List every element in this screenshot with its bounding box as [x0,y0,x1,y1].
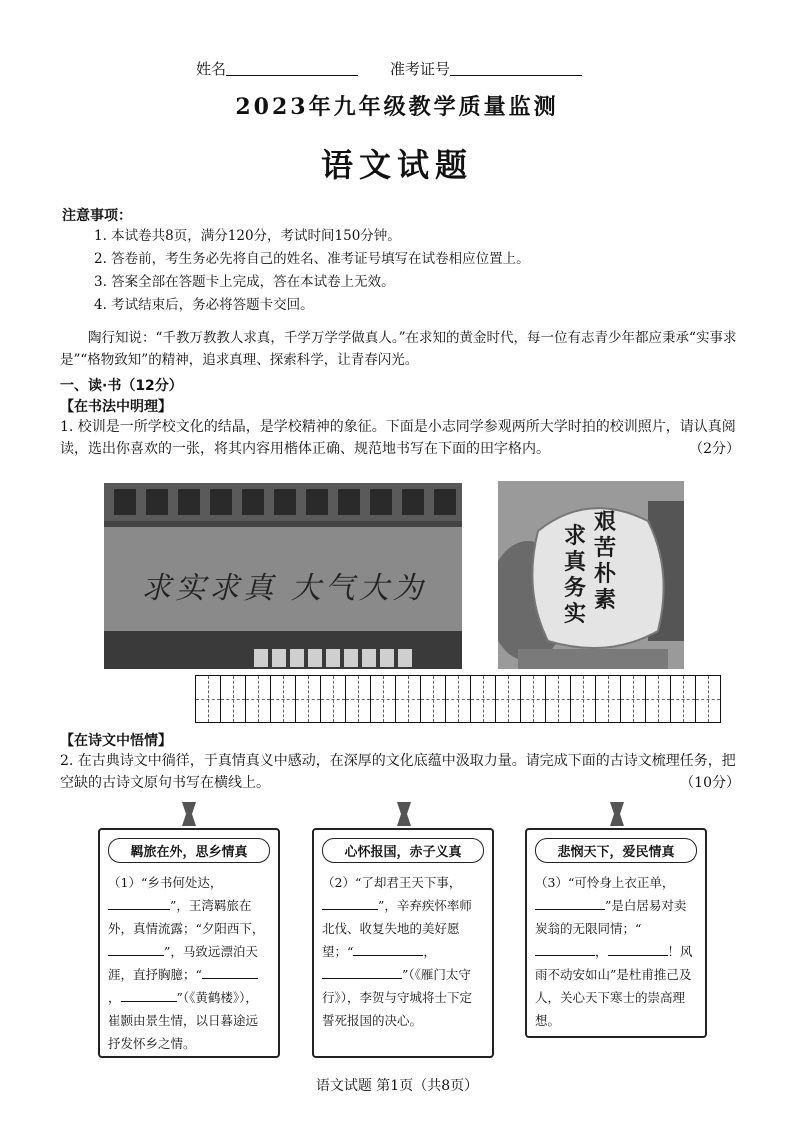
clip-icon [393,800,415,826]
exam-no-label: 准考证号 [390,60,451,78]
answer-blank[interactable] [535,897,605,910]
clip-icon [178,800,200,826]
card-text: （2）“了却君王天下事， [322,875,462,890]
grid-cell[interactable] [671,676,696,722]
grid-cell[interactable] [371,676,396,722]
card-text: （3）“可怜身上衣正单， [535,875,675,890]
grid-cell[interactable] [696,676,720,722]
grid-cell[interactable] [446,676,471,722]
grid-cell[interactable] [496,676,521,722]
notes-heading: 注意事项： [62,208,132,224]
clip-icon [606,800,628,826]
grid-cell[interactable] [521,676,546,722]
notes-item: 1. 本试卷共8页，满分120分，考试时间150分钟。 [94,228,401,244]
card-text: ”（《雁门太守行》），李贺与守城将士下定誓死报国的决心。 [322,967,473,1028]
poem-card-homesick [98,828,280,1058]
question-2-text: 2. 在古典诗文中徜徉，于真情真义中感动，在深厚的文化底蕴中汲取力量。请完成下面的古诗文梳理任务，把空缺的古诗文原句书写在横线上。 [60,753,736,791]
card-text: ！风雨不动安如山”是杜甫推己及人，关心天下寒士的崇高理想。 [535,944,693,1028]
grid-cell[interactable] [246,676,271,722]
answer-blank[interactable] [108,897,170,910]
exam-title: 2023年九年级教学质量监测 [235,94,559,120]
answer-blank[interactable] [535,943,595,956]
card-text: ”，辛弃疾怀率师北伐、收复失地的美好愿望；“ [322,898,472,959]
motto-right-text-1: 艰苦朴素 [594,509,617,613]
answer-blank[interactable] [202,966,258,979]
question-2-score: （10分） [680,775,740,791]
section-heading: 一、读·书（12分） [60,378,183,394]
motto-photo-left [104,483,462,669]
card-text: ”是白居易对卖炭翁的无限同情；“ [535,898,687,936]
subsection-poetry: 【在诗文中悟情】 [60,733,172,749]
answer-blank[interactable] [353,943,423,956]
notes-item: 3. 答案全部在答题卡上完成，答在本试卷上无效。 [94,274,395,290]
notes-item: 2. 答卷前，考生务必先将自己的姓名、准考证号填写在试卷相应位置上。 [94,251,530,267]
subject-title: 语文试题 [320,146,473,184]
card-text: ， [423,944,436,959]
motto-photo-right [498,481,684,669]
notes-list [94,225,530,317]
question-1-text: 1. 校训是一所学校文化的结晶，是学校精神的象征。下面是小志同学参观两所大学时拍的校训照片，请认真阅读，选出你喜欢的一张，将其内容用楷体正确、规范地书写在下面的田字格内。 [60,419,736,457]
notes-item: 4. 考试结束后，务必将答题卡交回。 [94,297,314,313]
card-body [535,871,697,1032]
answer-blank[interactable] [322,897,378,910]
grid-cell[interactable] [396,676,421,722]
card-body [322,871,484,1032]
card-title: 心怀报国，赤子义真 [322,838,484,863]
grid-cell[interactable] [221,676,246,722]
card-text: ， [108,990,121,1005]
grid-cell[interactable] [271,676,296,722]
card-title: 羁旅在外，思乡情真 [108,838,270,863]
candidate-info-row [196,58,582,79]
page-footer: 语文试题 第1页（共8页） [315,1078,479,1094]
card-text: ”，马致远漂泊天涯，直抒胸臆；“ [108,944,258,982]
answer-blank[interactable] [121,989,177,1002]
grid-cell[interactable] [596,676,621,722]
writing-grid[interactable] [195,675,721,723]
exam-no-field[interactable] [450,61,582,76]
answer-blank[interactable] [108,943,164,956]
card-text: ”，王湾羁旅在外，真情流露；“夕阳西下， [108,898,265,936]
card-title: 悲悯天下，爱民情真 [535,838,697,863]
grid-cell[interactable] [646,676,671,722]
poem-card-patriotic [312,828,494,1058]
grid-cell[interactable] [471,676,496,722]
grid-cell[interactable] [321,676,346,722]
grid-cell[interactable] [346,676,371,722]
subsection-calligraphy: 【在书法中明理】 [60,399,172,415]
card-body [108,871,270,1055]
grid-cell[interactable] [421,676,446,722]
motto-right-text-2: 求真务实 [564,523,587,627]
poem-card-compassion [525,828,707,1038]
question-1 [60,416,740,460]
intro-paragraph: 陶行知说：“千教万教教人求真，千学万学学做真人。”在求知的黄金时代，每一位有志青少年都应秉承“实事求是”“格物致知”的精神，追求真理、探索科学，让青春闪光。 [60,330,737,368]
name-label: 姓名 [196,60,227,78]
grid-cell[interactable] [296,676,321,722]
answer-blank[interactable] [322,966,402,979]
card-text: （1）“乡书何处达， [108,875,223,890]
motto-left-text: 求实求真 大气大为 [141,571,427,606]
name-field[interactable] [226,61,358,76]
question-1-score: （2分） [689,441,740,457]
question-2 [60,750,740,794]
grid-cell[interactable] [546,676,571,722]
card-text: ”（《黄鹤楼》），崔颢由景生情，以日暮途远抒发怀乡之情。 [108,990,259,1051]
card-text: ， [595,944,608,959]
answer-blank[interactable] [608,943,668,956]
grid-cell[interactable] [196,676,221,722]
grid-cell[interactable] [571,676,596,722]
grid-cell[interactable] [621,676,646,722]
